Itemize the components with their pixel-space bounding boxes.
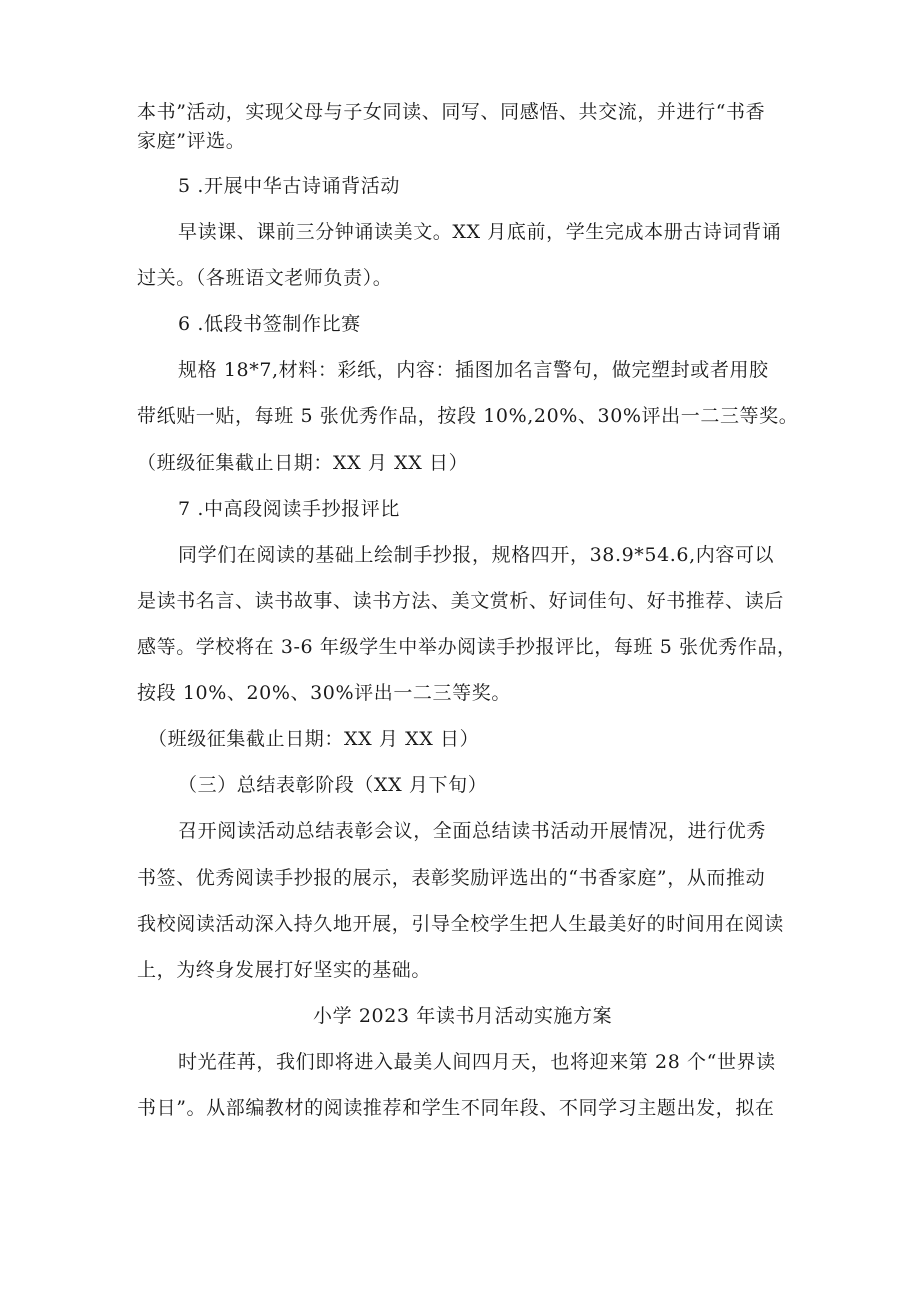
body-text-line: 时光荏苒，我们即将进入最美人间四月天，也将迎来第 28 个“世界读	[178, 1051, 776, 1073]
body-text-line: 本书”活动，实现父母与子女同读、同写、同感悟、共交流，并进行“书香	[137, 101, 766, 123]
section-heading: 6 .低段书签制作比赛	[178, 313, 361, 335]
body-text-line: （班级征集截止日期：XX 月 XX 日）	[148, 728, 480, 750]
section-heading: 5 .开展中华古诗诵背活动	[178, 175, 400, 197]
body-text-line: 同学们在阅读的基础上绘制手抄报，规格四开，38.9*54.6,内容可以	[178, 544, 775, 566]
document-title: 小学 2023 年读书月活动实施方案	[313, 1005, 613, 1027]
body-text-line: 感等。学校将在 3-6 年级学生中举办阅读手抄报评比，每班 5 张优秀作品，	[137, 636, 797, 658]
body-text-line: 书签、优秀阅读手抄报的展示，表彰奖励评选出的“书香家庭”，从而推动	[137, 867, 766, 889]
body-text-line: 我校阅读活动深入持久地开展，引导全校学生把人生最美好的时间用在阅读	[137, 913, 784, 935]
body-text-line: 是读书名言、读书故事、读书方法、美文赏析、好词佳句、好书推荐、读后	[137, 590, 784, 612]
body-text-line: 规格 18*7,材料：彩纸，内容：插图加名言警句，做完塑封或者用胶	[178, 359, 769, 381]
body-text-line: 家庭”评选。	[137, 130, 246, 152]
body-text-line: 书日”。从部编教材的阅读推荐和学生不同年段、不同学习主题出发，拟在	[137, 1097, 775, 1119]
body-text-line: 召开阅读活动总结表彰会议，全面总结读书活动开展情况，进行优秀	[178, 820, 767, 842]
body-text-line: 带纸贴一贴，每班 5 张优秀作品，按段 10%,20%、30%评出一二三等奖。	[137, 405, 799, 427]
body-text-line: 上，为终身发展打好坚实的基础。	[137, 959, 432, 981]
body-text-line: 过关。（各班语文老师负责）。	[137, 267, 393, 289]
body-text-line: （班级征集截止日期：XX 月 XX 日）	[137, 452, 469, 474]
body-text-line: 按段 10%、20%、30%评出一二三等奖。	[137, 682, 511, 704]
body-text-line: 早读课、课前三分钟诵读美文。XX 月底前，学生完成本册古诗词背诵	[178, 221, 782, 243]
section-heading: 7 .中高段阅读手抄报评比	[178, 498, 400, 520]
section-heading: （三）总结表彰阶段（XX 月下旬）	[178, 774, 488, 796]
